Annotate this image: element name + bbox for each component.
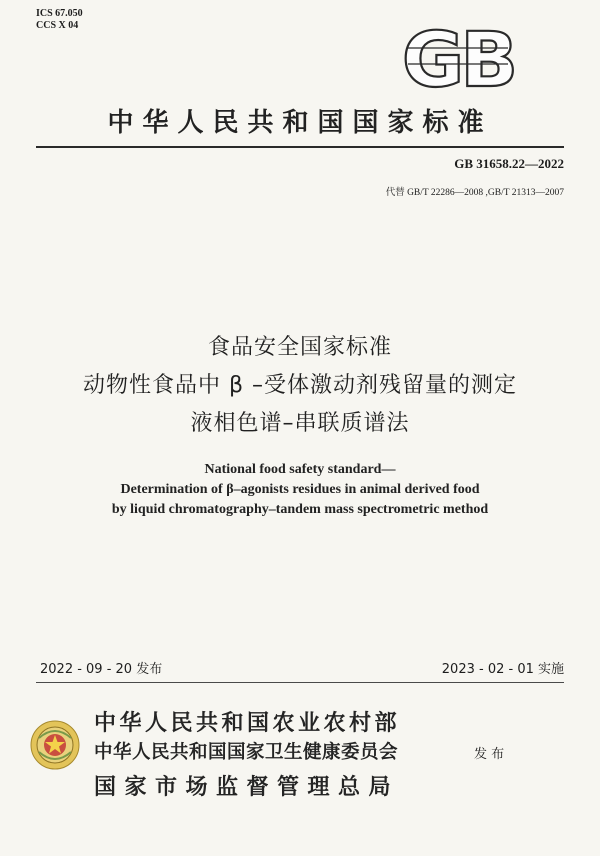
issuer-health-commission: 中华人民共和国国家卫生健康委员会	[94, 742, 399, 763]
gb-logo	[400, 20, 516, 92]
title-cn-line3: 液相色谱–串联质谱法	[190, 411, 410, 436]
issuer-ministry-agriculture: 中华人民共和国农业农村部	[94, 711, 401, 736]
title-cn-line2: 动物性食品中 β –受体激动剂残留量的测定	[82, 373, 518, 398]
ics-code: ICS 67.050	[36, 8, 83, 19]
title-en-line1: National food safety standard—	[204, 462, 396, 477]
title-cn-line1: 食品安全国家标准	[207, 335, 392, 360]
publish-label: 发 布	[474, 747, 505, 762]
national-standard-title: 中华人民共和国国家标准	[107, 108, 493, 138]
issuer-market-regulation: 国家市场监督管理总局	[94, 775, 400, 800]
classification-codes	[36, 8, 83, 32]
replaces-note: 代替 GB/T 22286—2008 ,GB/T 21313—2007	[385, 188, 564, 198]
implement-date: 2023 - 02 - 01 实施	[441, 662, 564, 677]
gb-logo-text: GB	[401, 20, 515, 92]
ccs-code: CCS X 04	[36, 20, 79, 31]
title-en-line3: by liquid chromatography–tandem mass spectrometric method	[111, 502, 489, 517]
national-emblem-seal-icon	[30, 720, 80, 770]
header-rule	[36, 146, 564, 148]
standard-number: GB 31658.22—2022	[454, 156, 564, 171]
title-en-line2: Determination of β–agonists residues in animal derived food	[120, 482, 480, 497]
issue-date: 2022 - 09 - 20 发布	[40, 662, 163, 677]
footer-rule	[36, 682, 564, 683]
